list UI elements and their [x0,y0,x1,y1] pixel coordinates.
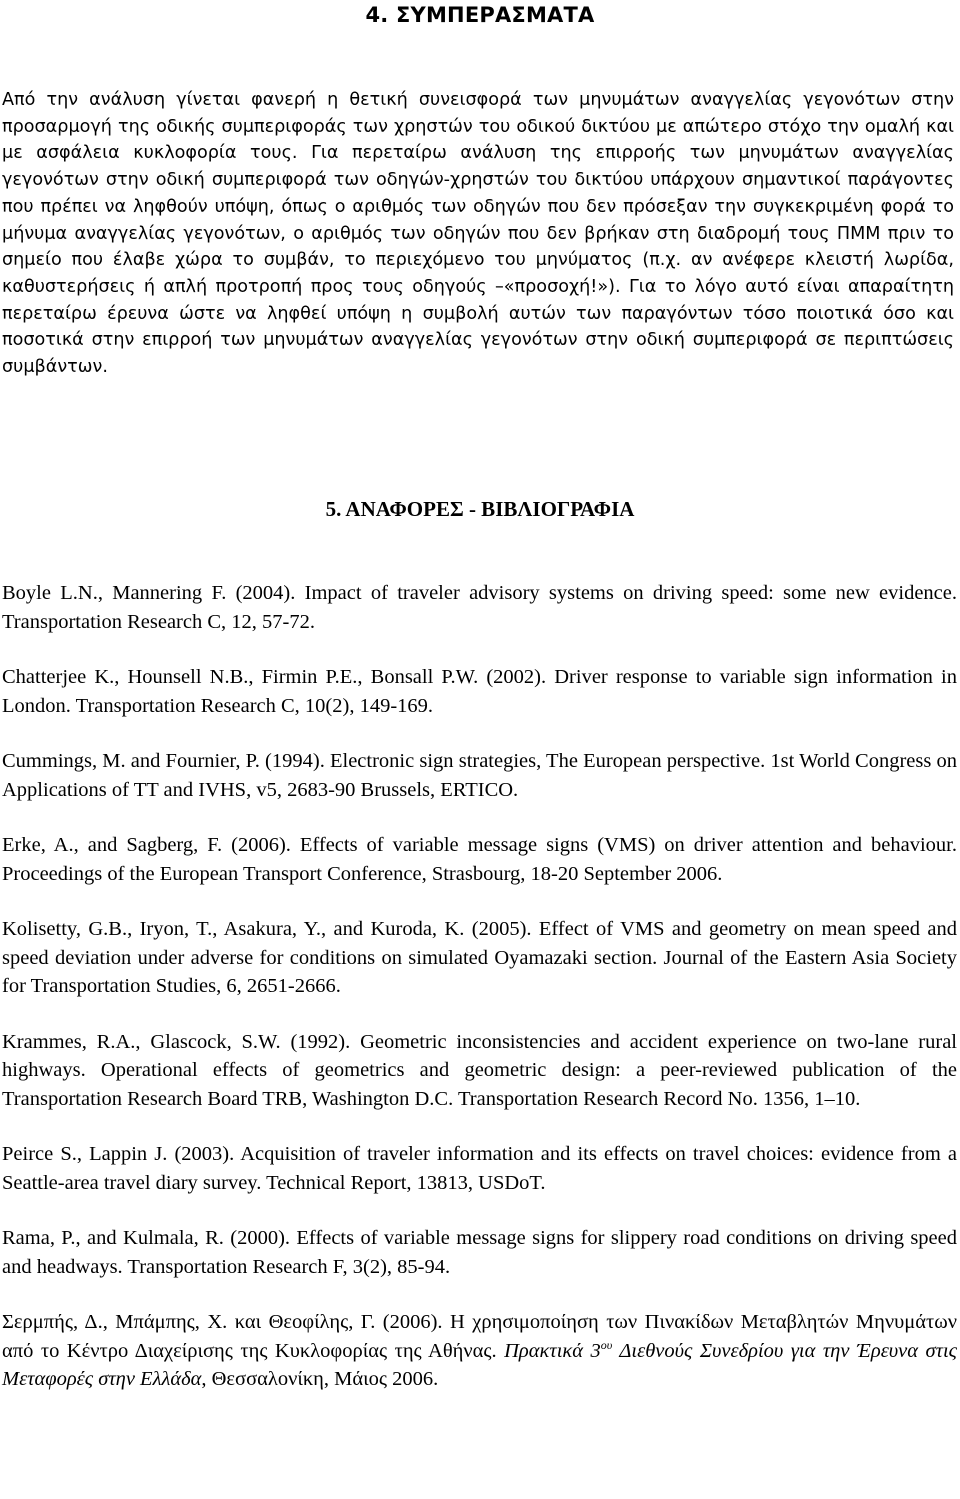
reference-item: Kolisetty, G.B., Iryon, T., Asakura, Y., and Kuroda, K. (2005). Effect of VMS and geometry on mean speed and speed deviation under adverse for conditions on simulated Oyamazaki section. Journal of the Eastern Asia Society for Transportation Studies, 6, 2651-2666. [2,918,957,997]
reference-item: Krammes, R.A., Glascock, S.W. (1992). Geometric inconsistencies and accident experience on two-lane rural highways. Operational effects of geometrics and geometric design: a peer-reviewed publication of the Transportation Research Board TRB, Washington D.C. Transportation Research Record No. 1356, 1–10. [2,1030,957,1110]
reference-item: Peirce S., Lappin J. (2003). Acquisition of traveler information and its effects on travel choices: evidence from a Seattle-area travel diary survey. Technical Report, 13813, USDoT. [2,1143,957,1194]
reference-item: Boyle L.N., Mannering F. (2004). Impact of traveler advisory systems on driving speed: some new evidence. Transportation Research C, 12, 57-72. [2,582,957,633]
ordinal-superscript: ου [600,1337,613,1352]
conclusions-paragraph: Από την ανάλυση γίνεται φανερή η θετική συνεισφορά των μηνυμάτων αναγγελίας γεγονότων στην προσαρμογή της οδικής συμπεριφοράς των χρηστών του οδικού δικτύου με απώτερο στόχο την ομαλή και με ασφάλεια κυκλοφορία τους. Για περεταίρω ανάλυση της επιρροής των μηνυμάτων αναγγελίας γεγονότων στην οδική συμπεριφορά των οδηγών-χρηστών του δικτύου υπάρχουν σημαντικοί παράγοντες που πρέπει να ληφθούν υπόψη, όπως ο αριθμός των οδηγών που δεν πρόσεξαν την συγκεκριμένη φορά το μήνυμα αναγγελίας γεγονότων, ο αριθμός των οδηγών που δεν βρήκαν στη διαδρομή τους ΠΜΜ πριν το σημείο που έλαβε χώρα το συμβάν, το περιεχόμενο του μηνύματος (π.χ. αν ανέφερε κλειστή λωρίδα, καθυστερήσεις ή απλή προτροπή προς τους οδηγούς –«προσοχή!»). Για το λόγο αυτό είναι απαραίτητη περεταίρω έρευνα ώστε να ληφθεί υπόψη η συμβολή αυτών των παραγόντων τόσο ποιοτικά όσο και ποσοτικά στην επιρροή των μηνυμάτων αναγγελίας γεγονότων στην οδική συμπεριφορά σε περιπτώσεις συμβάντων. [2,90,954,378]
reference-place-date: , Θεσσαλονίκη, Μάιος 2006. [201,1368,439,1390]
reference-authors: Σερμπής, Δ., Μπάμπης, Χ. και Θεοφίλης, Γ. (2006). Η χρησιμοποίηση των Πινακίδων Μεταβλητών Μηνυμάτων από το Κέντρο Διαχείρισης της Κυκλοφορίας της Αθήνας. [2,1311,957,1362]
reference-item: Rama, P., and Kulmala, R. (2000). Effects of variable message signs for slippery road conditions on driving speed and headways. Transportation Research F, 3(2), 85-94. [2,1227,957,1278]
reference-venue: Πρακτικά $3^{o\upsilon}$ Διεθνούς Συνεδρίου για την Έρευνα στις Μεταφορές στην Ελλάδα [2,1337,957,1390]
reference-item: Chatterjee K., Hounsell N.B., Firmin P.E., Bonsall P.W. (2002). Driver response to variable sign information in London. Transportation Research C, 10(2), 149-169. [2,666,957,717]
references-heading: 5. ΑΝΑΦΟΡΕΣ - ΒΙΒΛΙΟΓΡΑΦΙΑ [325,497,635,521]
reference-item: Cummings, M. and Fournier, P. (1994). Electronic sign strategies, The European perspective. 1st World Congress on Applications of TT and IVHS, v5, 2683-90 Brussels, ERTICO. [2,750,957,801]
conclusions-heading: 4. ΣΥΜΠΕΡΑΣΜΑΤΑ [365,3,595,27]
references-list [2,579,957,1394]
reference-item-greek [2,1308,957,1394]
reference-item: Erke, A., and Sagberg, F. (2006). Effects of variable message signs (VMS) on driver attention and behaviour. Proceedings of the European Transport Conference, Strasbourg, 18-20 September 2006. [2,834,957,885]
